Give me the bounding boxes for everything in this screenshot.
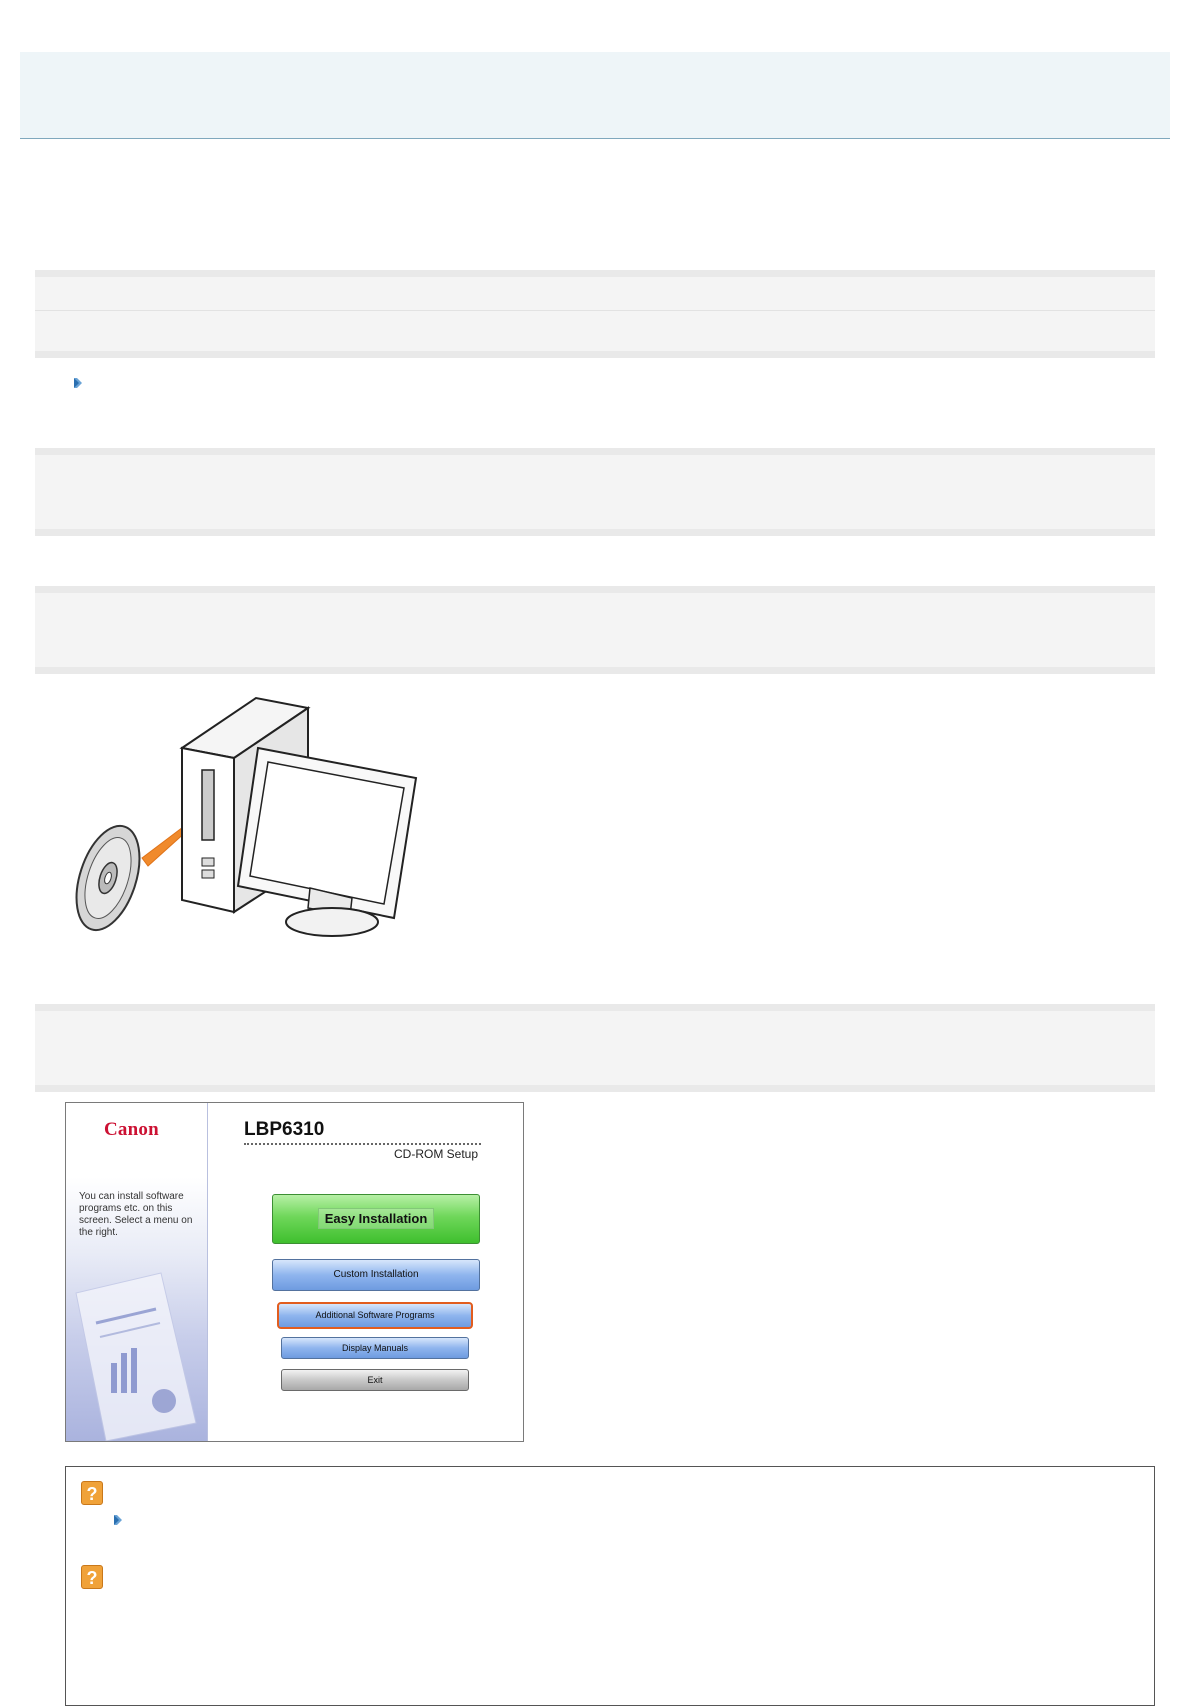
easy-installation-button[interactable]	[272, 1194, 480, 1244]
cd-rom-setup-window	[65, 1102, 524, 1442]
display-manuals-button[interactable]: Display Manuals	[281, 1337, 469, 1359]
question-icon: ?	[81, 1565, 103, 1589]
custom-installation-button[interactable]: Custom Installation	[272, 1259, 480, 1291]
setup-description: You can install software programs etc. on this screen. Select a menu on the right.	[79, 1191, 193, 1238]
chevron-right-icon	[72, 376, 84, 390]
insert-cd-illustration	[70, 690, 430, 950]
step-header-1	[35, 448, 1155, 536]
canon-logo: Canon	[104, 1119, 159, 1140]
title-divider	[244, 1143, 481, 1145]
question-icon: ?	[81, 1481, 103, 1505]
document-graphic	[66, 1253, 207, 1441]
step-header-3	[35, 1004, 1155, 1092]
step-header-2	[35, 586, 1155, 674]
setup-model-name: LBP6310	[244, 1119, 325, 1140]
troubleshooting-box	[65, 1466, 1155, 1706]
chevron-right-icon	[112, 1513, 124, 1527]
troubleshooting-link[interactable]	[112, 1513, 124, 1532]
related-link[interactable]	[72, 376, 84, 395]
exit-button[interactable]: Exit	[281, 1369, 469, 1391]
setup-subtitle: CD-ROM Setup	[394, 1147, 479, 1161]
easy-installation-label: Easy Installation	[318, 1208, 435, 1229]
setup-side-panel	[66, 1103, 208, 1441]
cd-rom-disc	[70, 818, 151, 938]
section-header-1	[35, 270, 1155, 358]
page-title-bar	[20, 52, 1170, 139]
computer-monitor	[238, 748, 416, 936]
additional-software-programs-button[interactable]: Additional Software Programs	[277, 1302, 473, 1329]
